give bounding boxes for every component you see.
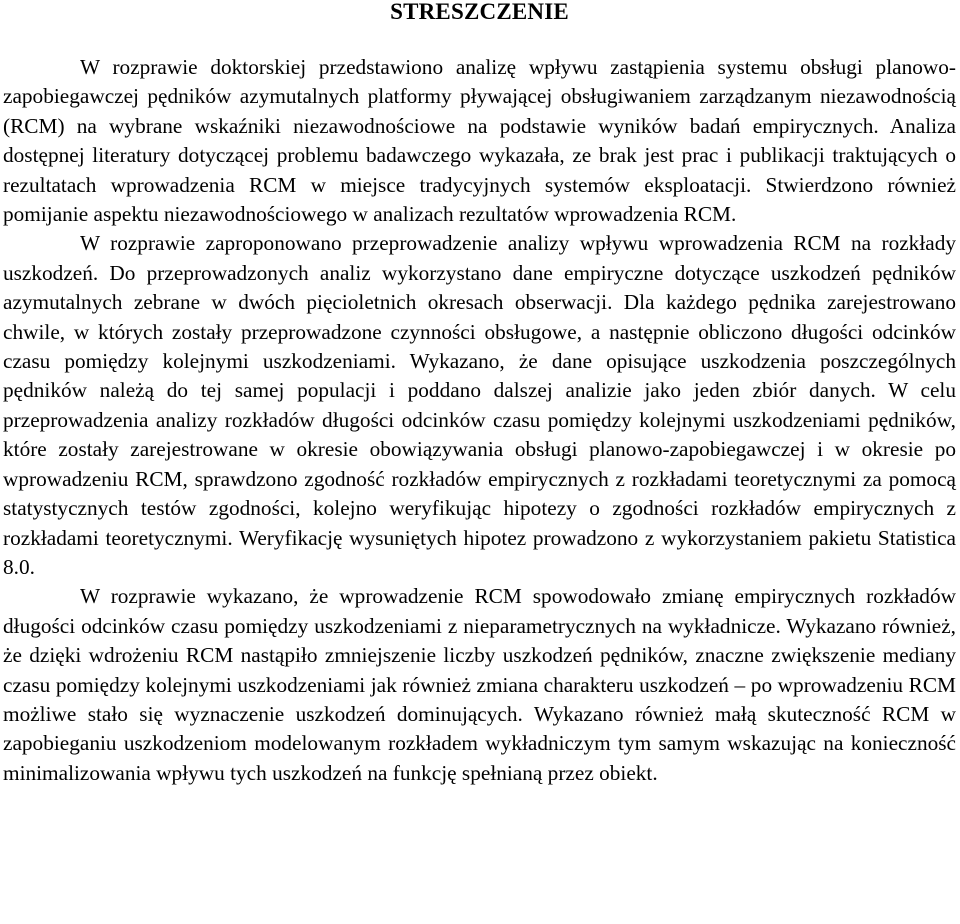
document-title: STRESZCZENIE xyxy=(390,0,569,24)
paragraph-2: W rozprawie zaproponowano przeprowadzenie analizy wpływu wprowadzenia RCM na rozkłady uszkodzeń. Do przeprowadzonych analiz wykorzystano dane empiryczne dotyczące uszkodzeń pędników azymutalnych zebrane w dwóch pięcioletnich okresach obserwacji. Dla każdego pędnika zarejestrowano chwile, w których zostały przeprowadzone czynności obsługowe, a następnie obliczono długości odcinków czasu pomiędzy kolejnymi uszkodzeniami. Wykazano, że dane opisujące uszkodzenia poszczególnych pędników należą do tej samej populacji i poddano dalszej analizie jako jeden zbiór danych. W celu przeprowadzenia analizy rozkładów długości odcinków czasu pomiędzy kolejnymi uszkodzeniami pędników, które zostały zarejestrowane w okresie obowiązywania obsługi planowo-zapobiegawczej i w okresie po wprowadzeniu RCM, sprawdzono zgodność rozkładów empirycznych z rozkładami teoretycznymi za pomocą statystycznych testów zgodności, kolejno weryfikując hipotezy o zgodności rozkładów empirycznych z rozkładami teoretycznymi. Weryfikację wysuniętych hipotez prowadzono z wykorzystaniem pakietu Statistica 8.0. xyxy=(3,231,956,579)
paragraph-1: W rozprawie doktorskiej przedstawiono analizę wpływu zastąpienia systemu obsługi planowo-zapobiegawczej pędników azymutalnych platformy pływającej obsługiwaniem zarządzanym niezawodnością (RCM) na wybrane wskaźniki niezawodnościowe na podstawie wyników badań empirycznych. Analiza dostępnej literatury dotyczącej problemu badawczego wykazała, ze brak jest prac i publikacji traktujących o rezultatach wprowadzenia RCM w miejsce tradycyjnych systemów eksploatacji. Stwierdzono również pomijanie aspektu niezawodnościowego w analizach rezultatów wprowadzenia RCM. xyxy=(3,55,956,227)
paragraph-3: W rozprawie wykazano, że wprowadzenie RCM spowodowało zmianę empirycznych rozkładów długości odcinków czasu pomiędzy uszkodzeniami z nieparametrycznych na wykładnicze. Wykazano również, że dzięki wdrożeniu RCM nastąpiło zmniejszenie liczby uszkodzeń pędników, znaczne zwiększenie mediany czasu pomiędzy kolejnymi uszkodzeniami jak również zmiana charakteru uszkodzeń – po wprowadzeniu RCM możliwe stało się wyznaczenie uszkodzeń dominujących. Wykazano również małą skuteczność RCM w zapobieganiu uszkodzeniom modelowanym rozkładem wykładniczym tym samym wskazując na konieczność minimalizowania wpływu tych uszkodzeń na funkcję spełnianą przez obiekt. xyxy=(3,584,956,785)
document-page xyxy=(3,0,956,788)
